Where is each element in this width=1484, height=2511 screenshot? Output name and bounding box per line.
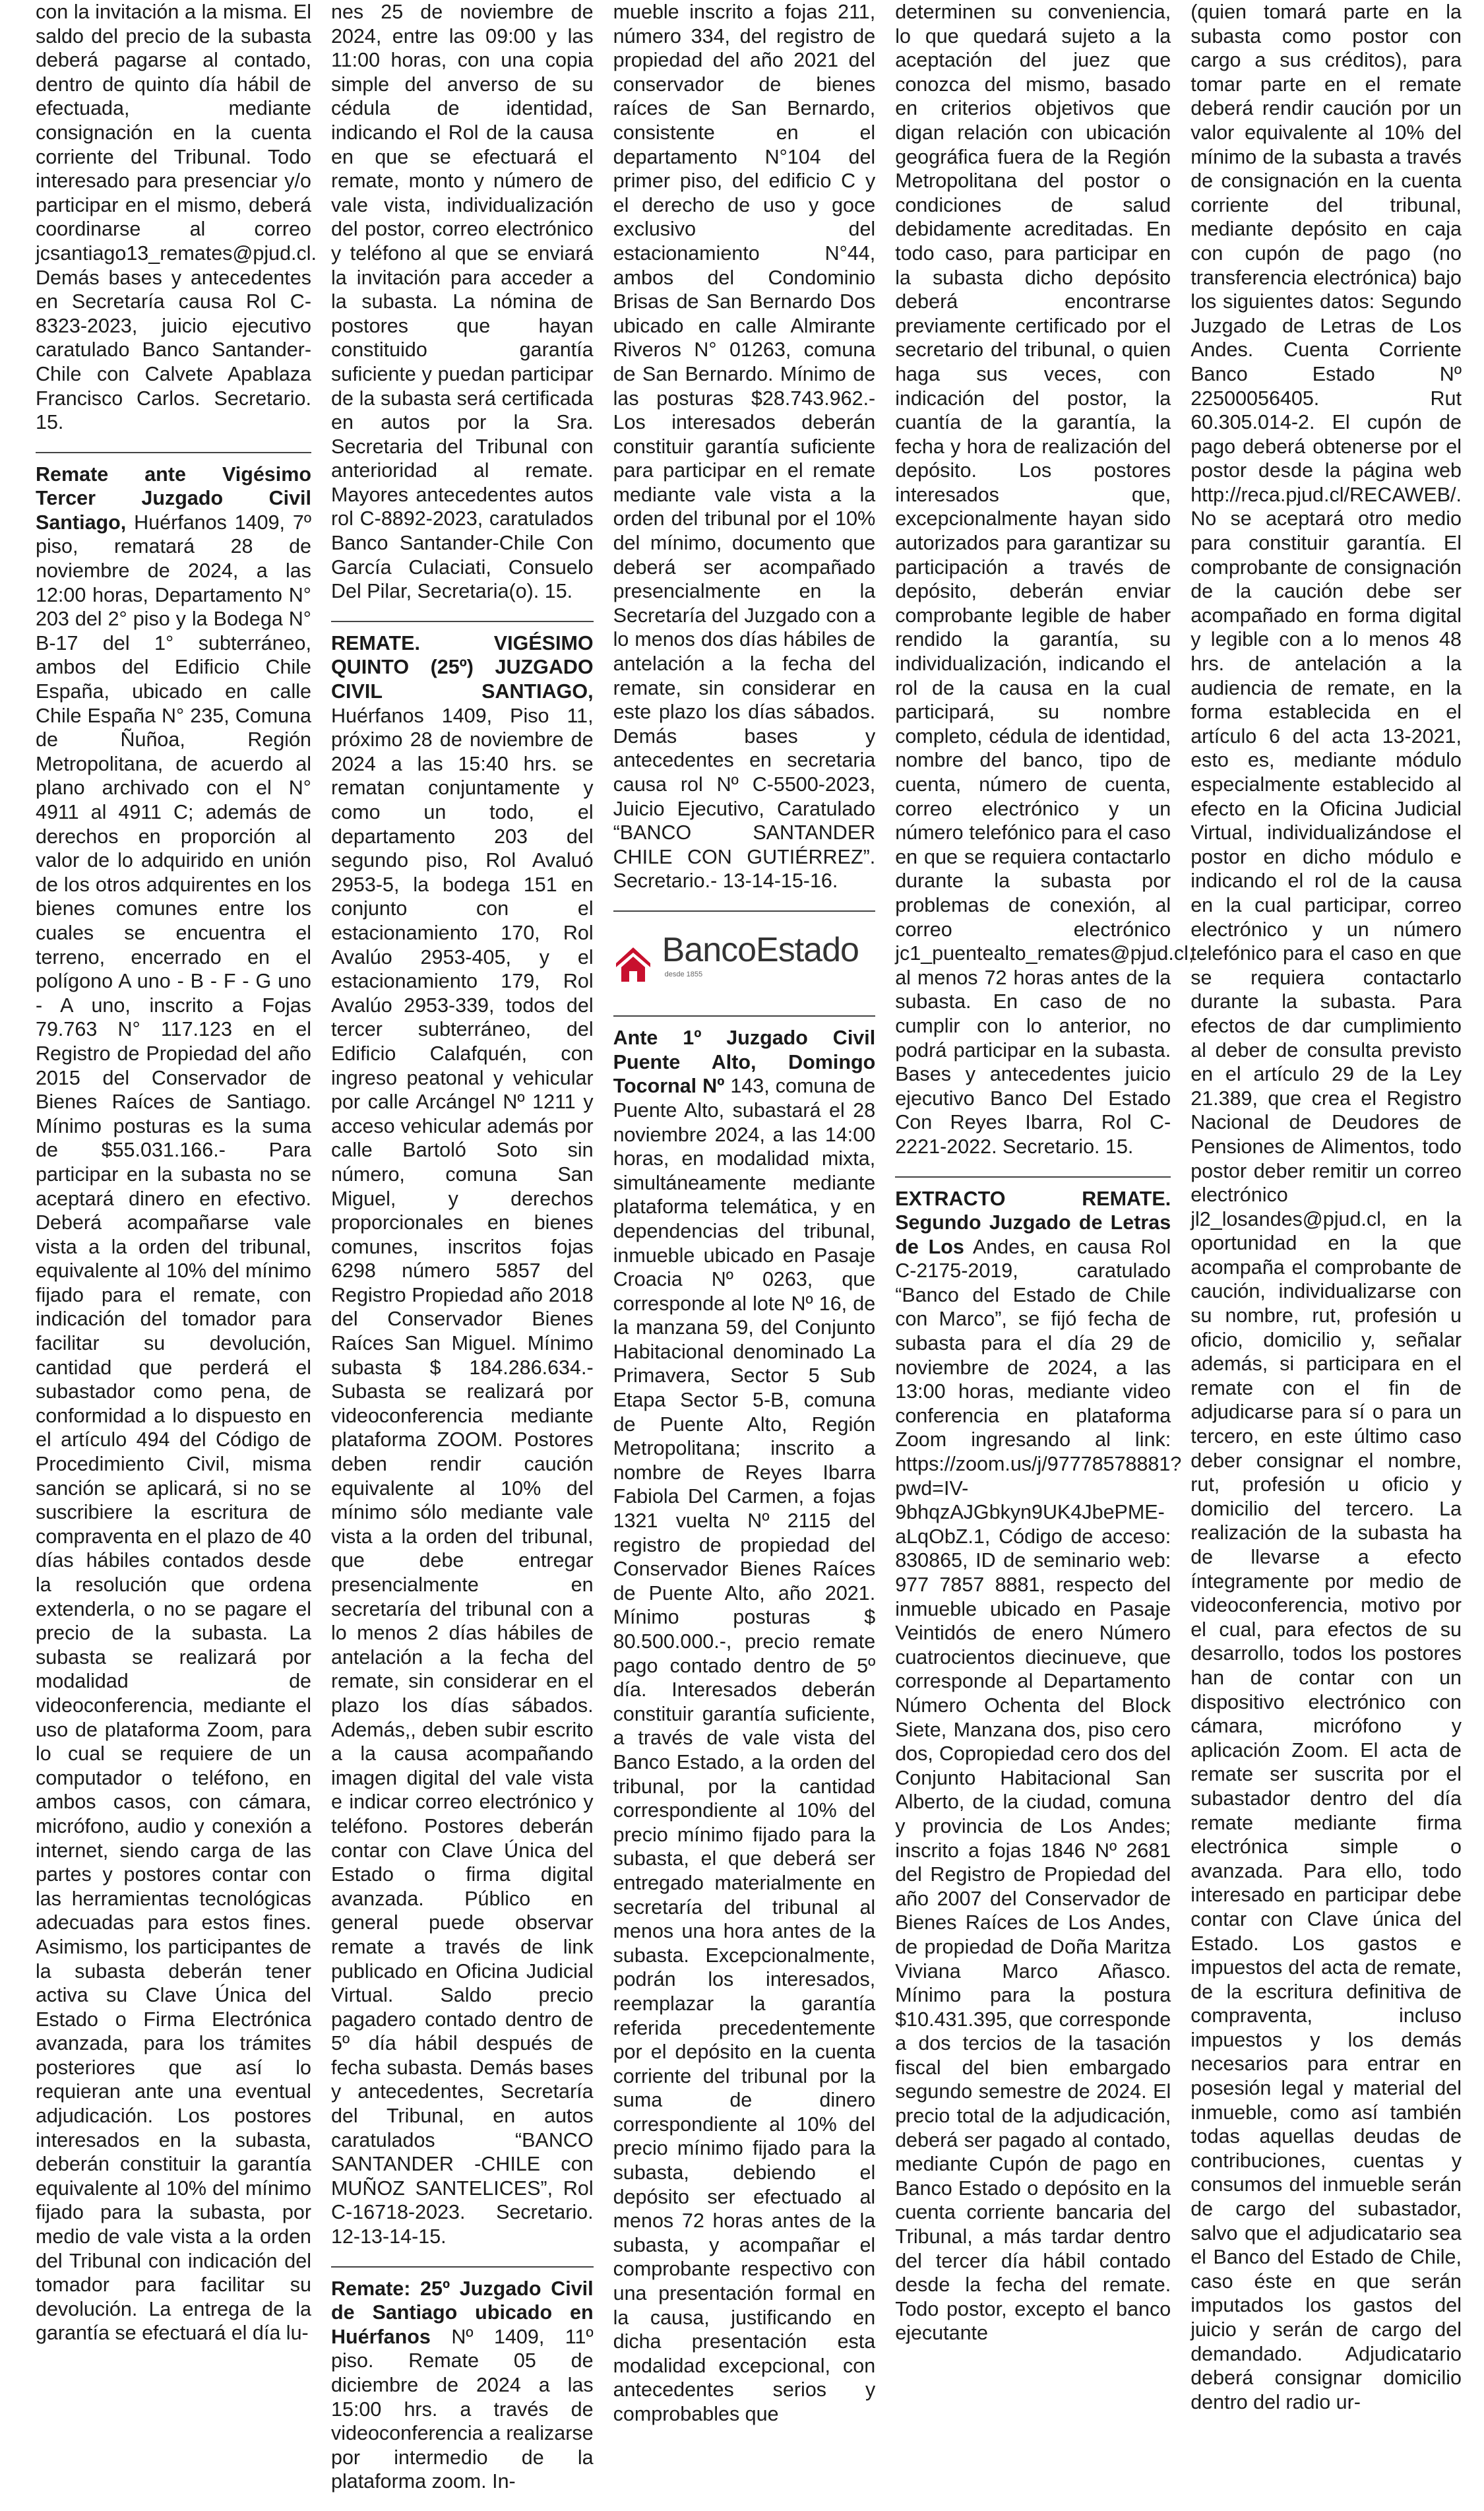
column-1 xyxy=(36,0,317,2345)
notice xyxy=(613,0,876,910)
notice-text: (quien tomará parte en la subasta como postor con cargo a sus créditos), para tomar parte en el remate deberá rendir caución por un valor equivalente al 10% del mínimo de la subasta a través de consignación en la cuenta corriente del tribunal, mediante depósito en caja con cupón de pago (no transferencia electrónica) bajo los siguientes datos: Segundo Juzgado de Letras de Los Andes. Cuenta Corriente Banco Estado Nº 22500056405. Rut 60.305.014-2. El cupón de pago deberá obtenerse por el postor desde la página web http://reca.pjud.cl/RECAWEB/. No se aceptará otro medio para constituir garantía. El comprobante de consignación de la caución debe ser acompañado en forma digital y legible con a lo menos 48 hrs. de antelación a la audiencia de remate, en la forma establecida en el artículo 6 del acta 13-2021, esto es, mediante módulo especialmente establecido al efecto en la Oficina Judicial Virtual, individualizándose el postor en dicho módulo e indicando el rol de la causa en la cual participar, correo electrónico y un número telefónico para el caso en que se requiera contactarlo durante la subasta. Para efectos de dar cumplimiento al deber de consulta previsto en el artículo 29 de la Ley 21.389, que crea el Registro Nacional de Deudores de Pensiones de Alimentos, todo postor deber remitir un correo electrónico jl2_losandes@pjud.cl, en la oportunidad en la que acompaña el comprobante de caución, individualizarse con su nombre, rut, profesión u oficio, domicilio y, señalar además, si participara en el remate con el fin de adjudicarse para sí o para un tercero, en este último caso deber consignar el nombre, rut, profesión u oficio y domicilio del tercero. La realización de la subasta ha de llevarse a efecto íntegramente por medio de videoconferencia, motivo por el cual, para efectos de su desarrollo, todos los postores han de contar con un dispositivo electrónico con cámara, micrófono y aplicación Zoom. El acta de remate ser suscrita por el subastador dentro del día remate mediante firma electrónica simple o avanzada. Para ello, todo interesado en participar debe contar con Clave única del Estado. Los gastos e impuestos del acta de remate, de la escritura definitiva de compraventa, incluso impuestos y los demás necesarios para entrar en posesión legal y material del inmueble, como así también todas aquellas deudas de contribuciones, cuentas y consumos del inmueble serán de cargo del subastador, salvo que el adjudicatario sea el Banco del Estado de Chile, caso éste en que serán imputados los gastos del juicio y serán de cargo del demandado. Adjudicatario deberá consignar domicilio dentro del radio ur- xyxy=(1190,1,1462,2413)
notice xyxy=(1190,0,1462,2431)
notice-heading: Remate: 25º Juzgado Civil de Santiago ubicado en Huérfanos xyxy=(331,2277,594,2348)
notice xyxy=(331,0,594,621)
notice-body: Huérfanos 1409, Piso 11, próximo 28 de noviembre de 2024 a las 15:40 hrs. se rematan conjuntamente y como un todo, el departamento 203 del segundo piso, Rol Avaluó 2953-5, la bodega 151 en conjunto con el estacionamiento 170, Rol Avalúo 2953-405, y el estacionamiento 179, Rol Avalúo 2953-339, todos del tercer subterráneo, del Edificio Calafquén, con ingreso peatonal y vehicular por calle Arcángel Nº 1211 y acceso vehicular además por calle Bartoló Soto sin número, comuna San Miguel, y derechos proporcionales en bienes comunes, inscritos fojas 6298 número 5857 del Registro Propiedad año 2018 del Conservador Bienes Raíces San Miguel. Mínimo subasta $ 184.286.634.- Subasta se realizará por videoconferencia mediante plataforma ZOOM. Postores deben rendir caución equivalente al 10% del mínimo sólo mediante vale vista a la orden del tribunal, que debe entregar presencialmente en secretaría del tribunal con a lo menos 2 días hábiles de antelación a la fecha del remate, sin considerar en el plazo los días sábados. Además,, deben subir escrito a la causa acompañando imagen digital del vale vista e indicar correo electrónico y teléfono. Postores deberán contar con Clave Única del Estado o firma digital avanzada. Público en general puede observar remate a través de link publicado en Oficina Judicial Virtual. Saldo precio pagadero contado dentro de 5º día hábil después de fecha subasta. Demás bases y antecedentes, Secretaría del Tribunal, en autos caratulados “BANCO SANTANDER -CHILE con MUÑOZ SANTELICES”, Rol C-16718-2023. Secretario. 12-13-14-15. xyxy=(331,704,594,2248)
notice xyxy=(331,621,594,2266)
notice xyxy=(36,452,311,2363)
notice-text xyxy=(36,462,311,2345)
notice xyxy=(613,1026,876,2443)
notice-body: Huérfanos 1409, 7º piso, rematará 28 de noviembre de 2024, a las 12:00 horas, Departamento N° 203 del 2° piso y la Bodega N° B-17 del 1° subterráneo, ambos del Edificio Chile España, ubicado en calle Chile España N° 235, Comuna de Ñuñoa, Región Metropolitana, de acuerdo al plano archivado con el N° 4911 al 4911 C; además de derechos en proporción al valor de lo adquirido en unión de los otros adquirentes en los bienes comunes entre los cuales se encuentra el terreno, encerrado en el polígono A uno - B - F - G uno - A uno, inscrito a Fojas 79.763 N° 117.123 en el Registro de Propiedad del año 2015 del Conservador de Bienes Raíces de Santiago. Mínimo posturas es la suma de $55.031.166.- Para participar en la subasta no se aceptará dinero en efectivo. Deberá acompañarse vale vista a la orden del tribunal, equivalente al 10% del mínimo fijado para el remate, con indicación del tomador para facilitar su devolución, cantidad que perderá el subastador como pena, de conformidad a lo dispuesto en el artículo 494 del Código de Procedimiento Civil, misma sanción se aplicará, si no se suscribiere la escritura de compraventa en el plazo de 40 días hábiles contados desde la resolución que ordena extenderla, o no se pagare el precio de la subasta. La subasta se realizará por modalidad de videoconferencia, mediante el uso de plataforma Zoom, para lo cual se requiere de un computador o teléfono, en ambos casos, con cámara, micrófono, audio y conexión a internet, siendo carga de las partes y postores contar con las herramientas tecnológicas adecuadas para estos fines. Asimismo, los participantes de la subasta deberán tener activa su Clave Única del Estado o Firma Electrónica avanzada, para los trámites posteriores que así lo requieran ante una eventual adjudicación. Los postores interesados en la subasta, deberán constituir la garantía equivalente al 10% del mínimo fijado para la subasta, por medio de vale vista a la orden del Tribunal con indicación del tomador para facilitar su devolución. La entrega de la garantía se efectuará el día lu- xyxy=(36,511,311,2345)
notice-text: determinen su conveniencia, lo que quedará sujeto a la aceptación del juez que conozca del mismo, basado en criterios objetivos que digan relación con ubicación geográfica fuera de la Región Metropolitana del postor o condiciones de salud debidamente acreditadas. En todo caso, para participar en la subasta dicho depósito deberá encontrarse previamente certificado por el secretario del tribunal, o quien haga sus veces, con indicación del postor, la cuantía de la garantía, la fecha y hora de realización del depósito. Los postores interesados que, excepcionalmente hayan sido autorizados para garantizar su participación a través de depósito, deberán enviar comprobante legible de haber rendido la garantía, su individualización, indicando el rol de la causa en la cual participará, su nombre completo, cédula de identidad, nombre del banco, tipo de cuenta, número de cuenta, correo electrónico y un número telefónico para el caso en que se requiera contactarlo durante la subasta por problemas de conexión, al correo electrónico jc1_puentealto_remates@pjud.cl, al menos 72 horas antes de la subasta. En caso de no cumplir con lo anterior, no podrá participar en la subasta. Bases y antecedentes juicio ejecutivo Banco Del Estado Con Reyes Ibarra, Rol C-2221-2022. Secretario. 15. xyxy=(895,1,1194,1158)
notice-body: 143, comuna de Puente Alto, subastará el 28 noviembre 2024, a las 14:00 horas, en modalidad mixta, simultáneamente mediante plataforma telemática, y en dependencias del tribunal, inmueble ubicado en Pasaje Croacia Nº 0263, que corresponde al lote Nº 16, de la manzana 59, del Conjunto Habitacional denominado La Primavera, Sector 5 Sub Etapa Sector 5-B, comuna de Puente Alto, Región Metropolitana; inscrito a nombre de Reyes Ibarra Fabiola Del Carmen, a fojas 1321 vuelta Nº 2115 del registro de propiedad del Conservador Bienes Raíces de Puente Alto, año 2021. Mínimo posturas $ 80.500.000.-, precio remate pago contado dentro de 5º día. Interesados deberán constituir garantía suficiente, a través de vale vista del Banco Estado, a la orden del tribunal, por la cantidad correspondiente al 10% del precio mínimo fijado para la subasta, el que deberá ser entregado materialmente en secretaría del tribunal al menos una hora antes de la subasta. Excepcionalmente, podrán los interesados, reemplazar la garantía referida precedentemente por el depósito en la cuenta corriente del tribunal por la suma de dinero correspondiente al 10% del precio mínimo fijado para la subasta, debiendo el depósito ser efectuado al menos 72 horas antes de la subasta, y acompañar el comprobante respectivo con una presentación formal en la causa, justificando en dicha presentación esta modalidad excepcional, con antecedentes serios y comprobables que xyxy=(613,1075,876,2425)
notice xyxy=(36,0,317,452)
notice-text xyxy=(331,631,594,2249)
bancoestado-logo-text: BancoEstado xyxy=(662,930,859,969)
notice-heading: Remate ante Vigésimo Tercer Juzgado Civil Santiago, xyxy=(36,462,311,534)
notice-text xyxy=(613,1026,876,2426)
notice xyxy=(331,2266,594,2511)
notice xyxy=(895,0,1194,1176)
notice-heading: EXTRACTO REMATE. Segundo Juzgado de Letras de Los xyxy=(895,1187,1171,1258)
column-2 xyxy=(331,0,594,2493)
column-5 xyxy=(1190,0,1462,2413)
notice-text xyxy=(895,1187,1182,2346)
bancoestado-logo xyxy=(613,910,876,1017)
bancoestado-logo-icon xyxy=(613,941,653,984)
notice-text: con la invitación a la misma. El saldo del precio de la subasta deberá pagarse al contado, dentro de quinto día hábil de efectuada, mediante consignación en la cuenta corriente del Tribunal. Todo interesado para presenciar y/o participar en el mismo, deberá coordinarse al correo jcsantiago13_remates@pjud.cl. Demás bases y antecedentes en Secretaría causa Rol C-8323-2023, juicio ejecutivo caratulado Banco Santander- Chile con Calvete Apablaza Francisco Carlos. Secretario. 15. xyxy=(36,1,317,434)
notice-text: mueble inscrito a fojas 211, número 334, del registro de propiedad del año 2021 del conservador de bienes raíces de San Bernardo, consistente en el departamento N°104 del primer piso, del edificio C y el derecho de uso y goce exclusivo del estacionamiento N°44, ambos del Condominio Brisas de San Bernardo Dos ubicado en calle Almirante Riveros N° 01263, comuna de San Bernardo. Mínimo de las posturas $28.743.962.- Los interesados deberán constituir garantía suficiente para participar en el remate mediante vale vista a la orden del tribunal por el 10% del mínimo, documento que deberá ser acompañado presencialmente en la Secretaría del Juzgado con a lo menos dos días hábiles de antelación a la fecha del remate, sin considerar en este plazo los días sábados. Demás bases y antecedentes en secretaria causa rol Nº C-5500-2023, Juicio Ejecutivo, Caratulado “BANCO SANTANDER CHILE CON GUTIÉRREZ”. Secretario.- 13-14-15-16. xyxy=(613,1,876,893)
column-4 xyxy=(895,0,1194,2345)
notice-text: nes 25 de noviembre de 2024, entre las 09:00 y las 11:00 horas, con una copia simple del anverso de su cédula de identidad, indicando el Rol de la causa en que se efectuará el remate, monto y número de vale vista, individualización del postor, correo electrónico y teléfono al que se enviará la invitación para acceder a la subasta. La nómina de postores que hayan constituido garantía suficiente y puedan participar de la subasta será certificada en autos por la Sra. Secretaria del Tribunal con anterioridad al remate. Mayores antecedentes autos rol C-8892-2023, caratulados Banco Santander-Chile Con García Culaciati, Consuelo Del Pilar, Secretaria(o). 15. xyxy=(331,1,594,603)
notice-body: Andes, en causa Rol C-2175-2019, caratulado “Banco del Estado de Chile con Marco”, se fijó fecha de subasta para el día 29 de noviembre de 2024, a las 13:00 horas, mediante video conferencia en plataforma Zoom ingresando al link: https://zoom.us/j/97778578881?pwd=IV-9bhqzAJGbkyn9UK4JbePME-aLqObZ.1, Código de acceso: 830865, ID de seminario web: 977 7857 8881, respecto del inmueble ubicado en Pasaje Veintidós de enero Número cuatrocientos diecinueve, que corresponde al Departamento Número Ochenta del Block Siete, Manzana dos, piso cero dos, Copropiedad cero dos del Conjunto Habitacional San Alberto, de la ciudad, comuna y provincia de Los Andes; inscrito a fojas 1846 Nº 2681 del Registro de Propiedad del año 2007 del Conservador de Bienes Raíces de Los Andes, de propiedad de Doña Maritza Viviana Marco Añasco. Mínimo para la postura $10.431.395, que corresponde a dos tercios de la tasación fiscal del bien embargado segundo semestre de 2024. El precio total de la adjudicación, deberá ser pagado al contado, mediante Cupón de pago en Banco Estado o depósito en la cuenta corriente bancaria del Tribunal, a más tardar dentro del tercer día hábil contado desde la fecha del remate. Todo postor, excepto el banco ejecutante xyxy=(895,1235,1182,2345)
bancoestado-logo-tagline: desde 1855 xyxy=(664,970,703,978)
notice-heading: Ante 1º Juzgado Civil Puente Alto, Domingo Tocornal Nº xyxy=(613,1027,876,1098)
column-3 xyxy=(613,0,876,2425)
notice-heading: REMATE. VIGÉSIMO QUINTO (25º) JUZGADO CIVIL SANTIAGO, xyxy=(331,631,594,703)
notice xyxy=(895,1176,1182,2363)
notice-text xyxy=(331,2277,594,2494)
notice-body: Nº 1409, 11º piso. Remate 05 de diciembre de 2024 a las 15:00 hrs. a través de videoconferencia a realizarse por intermedio de la plataforma zoom. In- xyxy=(331,2325,594,2493)
